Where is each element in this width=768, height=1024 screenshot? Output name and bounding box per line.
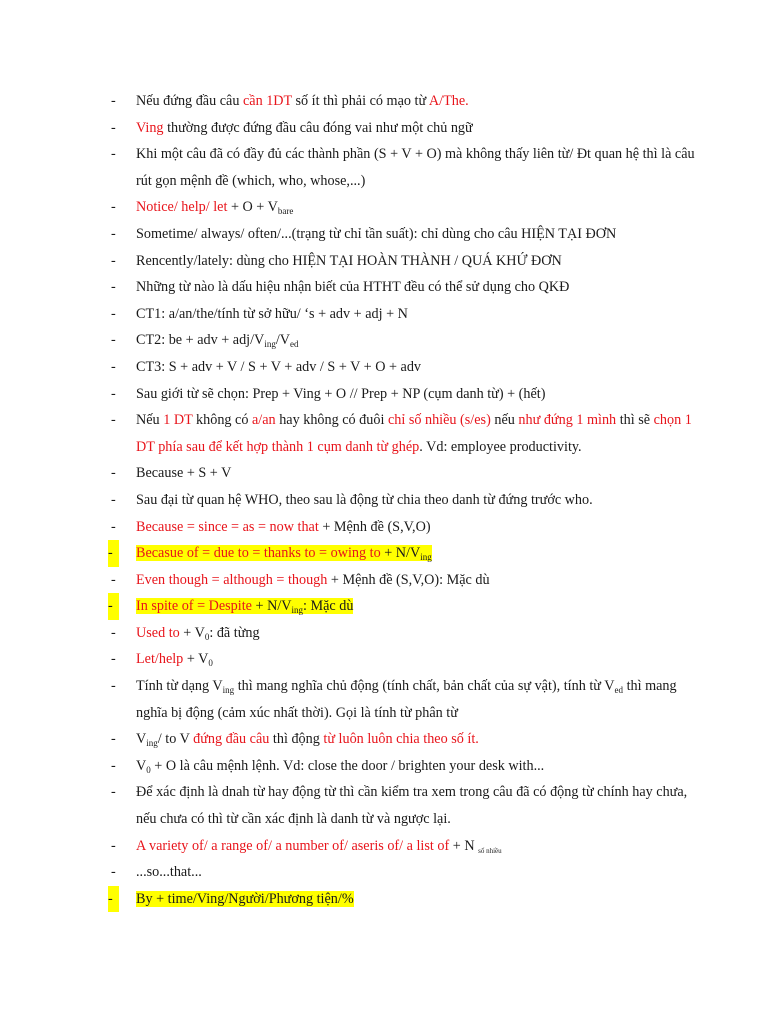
bullet-dash: - [111, 279, 116, 296]
note-segment: thì mang nghĩa bị động (cảm xúc nhất thời). Gọi là tính từ phân từ [136, 678, 677, 721]
note-item [108, 460, 708, 487]
note-item [108, 115, 708, 142]
note-item [108, 673, 708, 726]
note-segment: Khi một câu đã có đầy đủ các thành phần (S + V + O) mà không thấy liên từ/ Đt quan hệ thì là câu rút gọn mệnh đề (which, who, whose,...) [136, 146, 695, 189]
note-segment: Những từ nào là dấu hiệu nhận biết của HTHT đều có thể sử dụng cho QKĐ [136, 279, 570, 296]
highlighted-term: đứng đầu câu [193, 731, 270, 748]
bullet-dash: - [111, 757, 116, 774]
note-text [136, 120, 473, 136]
note-segment: ed [614, 685, 624, 696]
note-text [136, 492, 593, 508]
note-text [136, 519, 431, 535]
note-text [136, 864, 202, 880]
note-segment: 0 [204, 631, 210, 642]
note-segment: V [136, 731, 147, 748]
note-text [136, 332, 299, 348]
highlighted-term: cần 1DT [242, 93, 292, 109]
note-item [108, 274, 708, 301]
note-item [108, 886, 708, 913]
note-item [108, 514, 708, 541]
bullet-dash: - [108, 540, 119, 567]
note-text [136, 226, 616, 242]
note-segment: Rencently/lately: dùng cho HIỆN TẠI HOÀN THÀNH / QUÁ KHỨ ĐƠN [136, 252, 562, 269]
note-segment: ing [420, 552, 432, 563]
note-text [136, 678, 677, 721]
note-item [108, 248, 708, 275]
highlighted-term: Ving [136, 119, 164, 136]
bullet-dash: - [111, 146, 116, 163]
note-segment: 0 [146, 764, 151, 775]
note-item [108, 407, 708, 460]
note-segment: ing [222, 685, 235, 696]
note-item [108, 141, 708, 194]
highlighted-term: chỉ số nhiều (s/es) [387, 412, 491, 429]
highlighted-term: Becasue of = due to = thanks to = owing to [136, 545, 381, 562]
note-item [108, 859, 708, 886]
note-item [108, 540, 708, 567]
note-segment: + N/V [380, 545, 421, 562]
bullet-dash: - [111, 225, 116, 242]
note-item [108, 301, 708, 328]
note-segment: ...so...that... [136, 864, 202, 881]
note-segment: + N/V [251, 598, 292, 615]
bullet-dash: - [111, 332, 116, 349]
note-text [136, 625, 260, 641]
note-segment: V [136, 757, 147, 774]
note-item [108, 354, 708, 381]
note-text [136, 465, 231, 481]
note-text [136, 838, 502, 854]
note-segment: Để xác định là dnah từ hay động từ thì cần kiểm tra xem trong câu đã có động từ chính hay chưa, nếu chưa có thì từ cần xác định là danh từ và ngược lại. [136, 784, 688, 828]
note-segment: CT2: be + adv + adj/V [136, 332, 265, 349]
bullet-dash: - [111, 412, 116, 429]
bullet-dash: - [111, 784, 116, 801]
note-text [136, 386, 545, 402]
highlighted-term: In spite of = Despite [136, 598, 252, 615]
note-item [108, 487, 708, 514]
highlighted-term: Even though = although = though [136, 571, 328, 588]
bullet-dash: - [111, 651, 116, 668]
bullet-dash: - [111, 731, 116, 748]
bullet-dash: - [108, 593, 119, 620]
note-segment: By + time/Ving/Người/Phương tiện/% [136, 890, 354, 907]
note-segment: /V [275, 332, 291, 349]
note-segment: thì động [269, 731, 324, 748]
note-text [136, 306, 408, 322]
note-text [136, 651, 213, 667]
note-text [136, 784, 687, 827]
highlighted-term: như đứng 1 mình [518, 412, 617, 429]
highlighted-term: Let/help [136, 651, 184, 668]
bullet-dash: - [111, 465, 116, 482]
bullet-dash: - [111, 385, 116, 402]
note-segment: hay không có đuôi [275, 412, 388, 429]
note-text [136, 598, 353, 614]
note-segment: ing [146, 738, 158, 749]
note-segment: thì mang nghĩa chủ động (tính chất, bản chất của sự vật), tính từ V [234, 678, 615, 695]
note-segment: nếu [490, 412, 519, 429]
bullet-dash: - [111, 252, 116, 269]
note-item [108, 194, 708, 221]
note-item [108, 88, 708, 115]
bullet-dash: - [108, 886, 119, 913]
note-segment: + Mệnh đề (S,V,O) [318, 518, 431, 535]
highlighted-term: chọn 1 DT phía sau để kết hợp thành 1 cụm danh từ ghép [136, 412, 692, 455]
note-segment: Sometime/ always/ often/...(trạng từ chỉ tần suất): chỉ dùng cho câu HIỆN TẠI ĐƠN [136, 225, 617, 242]
note-segment: + V [179, 624, 205, 641]
note-item [108, 779, 708, 832]
note-segment: ing [291, 605, 304, 616]
note-segment: bare [277, 206, 294, 217]
note-text [136, 572, 490, 588]
note-segment: ed [290, 339, 299, 350]
note-text [136, 359, 421, 375]
note-item [108, 593, 708, 620]
note-item [108, 567, 708, 594]
note-segment: Sau giới từ sẽ chọn: Prep + Ving + O // Prep + NP (cụm danh từ) + (hết) [136, 385, 546, 402]
note-segment: Sau đại từ quan hệ WHO, theo sau là động từ chia theo danh từ đứng trước who. [136, 491, 593, 508]
bullet-dash: - [111, 119, 116, 136]
note-item [108, 726, 708, 753]
note-segment: + N [449, 837, 479, 854]
note-text [136, 279, 569, 295]
highlighted-term: Used to [136, 624, 180, 641]
highlighted-term: A/The. [428, 93, 469, 109]
note-text [136, 412, 692, 455]
bullet-dash: - [111, 491, 116, 508]
note-text [136, 545, 432, 561]
note-segment: + O + V [227, 199, 278, 216]
note-segment: số nhiều [478, 846, 502, 855]
note-text [136, 93, 469, 109]
note-segment: CT3: S + adv + V / S + V + adv / S + V + O + adv [136, 358, 422, 375]
bullet-dash: - [111, 358, 116, 375]
note-text [136, 731, 479, 747]
highlighted-term: A variety of/ a range of/ a number of/ aseris of/ a list of [136, 837, 450, 854]
note-segment: / to V [157, 731, 194, 748]
note-text [136, 758, 544, 774]
note-item [108, 221, 708, 248]
highlighted-term: Notice/ help/ let [136, 199, 228, 216]
note-segment: ing [264, 339, 276, 350]
highlighted-term: Because = since = as = now that [136, 518, 319, 535]
note-segment: CT1: a/an/the/tính từ sở hữu/ ‘s + adv + adj + N [136, 305, 408, 322]
note-item [108, 327, 708, 354]
note-item [108, 833, 708, 860]
notes-list [108, 88, 708, 912]
highlighted-term: a/an [252, 412, 276, 429]
note-text [136, 253, 562, 269]
note-segment: thì sẽ [616, 412, 654, 429]
note-item [108, 753, 708, 780]
note-segment: 0 [208, 658, 213, 669]
note-segment: : đã từng [209, 624, 260, 641]
bullet-dash: - [111, 624, 116, 641]
bullet-dash: - [111, 571, 116, 588]
note-segment: thường được đứng đầu câu đóng vai như một chủ ngữ [163, 119, 473, 136]
note-segment: : Mặc dù [303, 598, 354, 615]
bullet-dash: - [111, 837, 116, 854]
note-segment: số ít thì phải có mạo từ [291, 93, 429, 109]
note-text [136, 199, 293, 215]
highlighted-term: từ luôn luôn chia theo số ít. [323, 731, 479, 748]
bullet-dash: - [111, 518, 116, 535]
note-segment: . Vd: employee productivity. [419, 438, 582, 455]
note-item [108, 381, 708, 408]
bullet-dash: - [111, 864, 116, 881]
note-item [108, 620, 708, 647]
highlighted-term: 1 DT [163, 412, 193, 429]
note-text [136, 146, 695, 189]
note-segment: + Mệnh đề (S,V,O): Mặc dù [327, 571, 490, 588]
note-segment: Nếu đứng đầu câu [136, 93, 243, 109]
bullet-dash: - [111, 678, 116, 695]
note-segment: không có [192, 412, 252, 429]
note-text [136, 891, 354, 907]
note-segment: + O là câu mệnh lệnh. Vd: close the door / brighten your desk with... [150, 757, 545, 774]
bullet-dash: - [111, 199, 116, 216]
note-segment: Nếu [136, 412, 164, 429]
bullet-dash: - [111, 305, 116, 322]
note-segment: Because + S + V [136, 465, 232, 482]
note-segment: + V [183, 651, 209, 668]
bullet-dash: - [111, 93, 116, 109]
note-segment: Tính từ dạng V [136, 678, 223, 695]
note-item [108, 646, 708, 673]
